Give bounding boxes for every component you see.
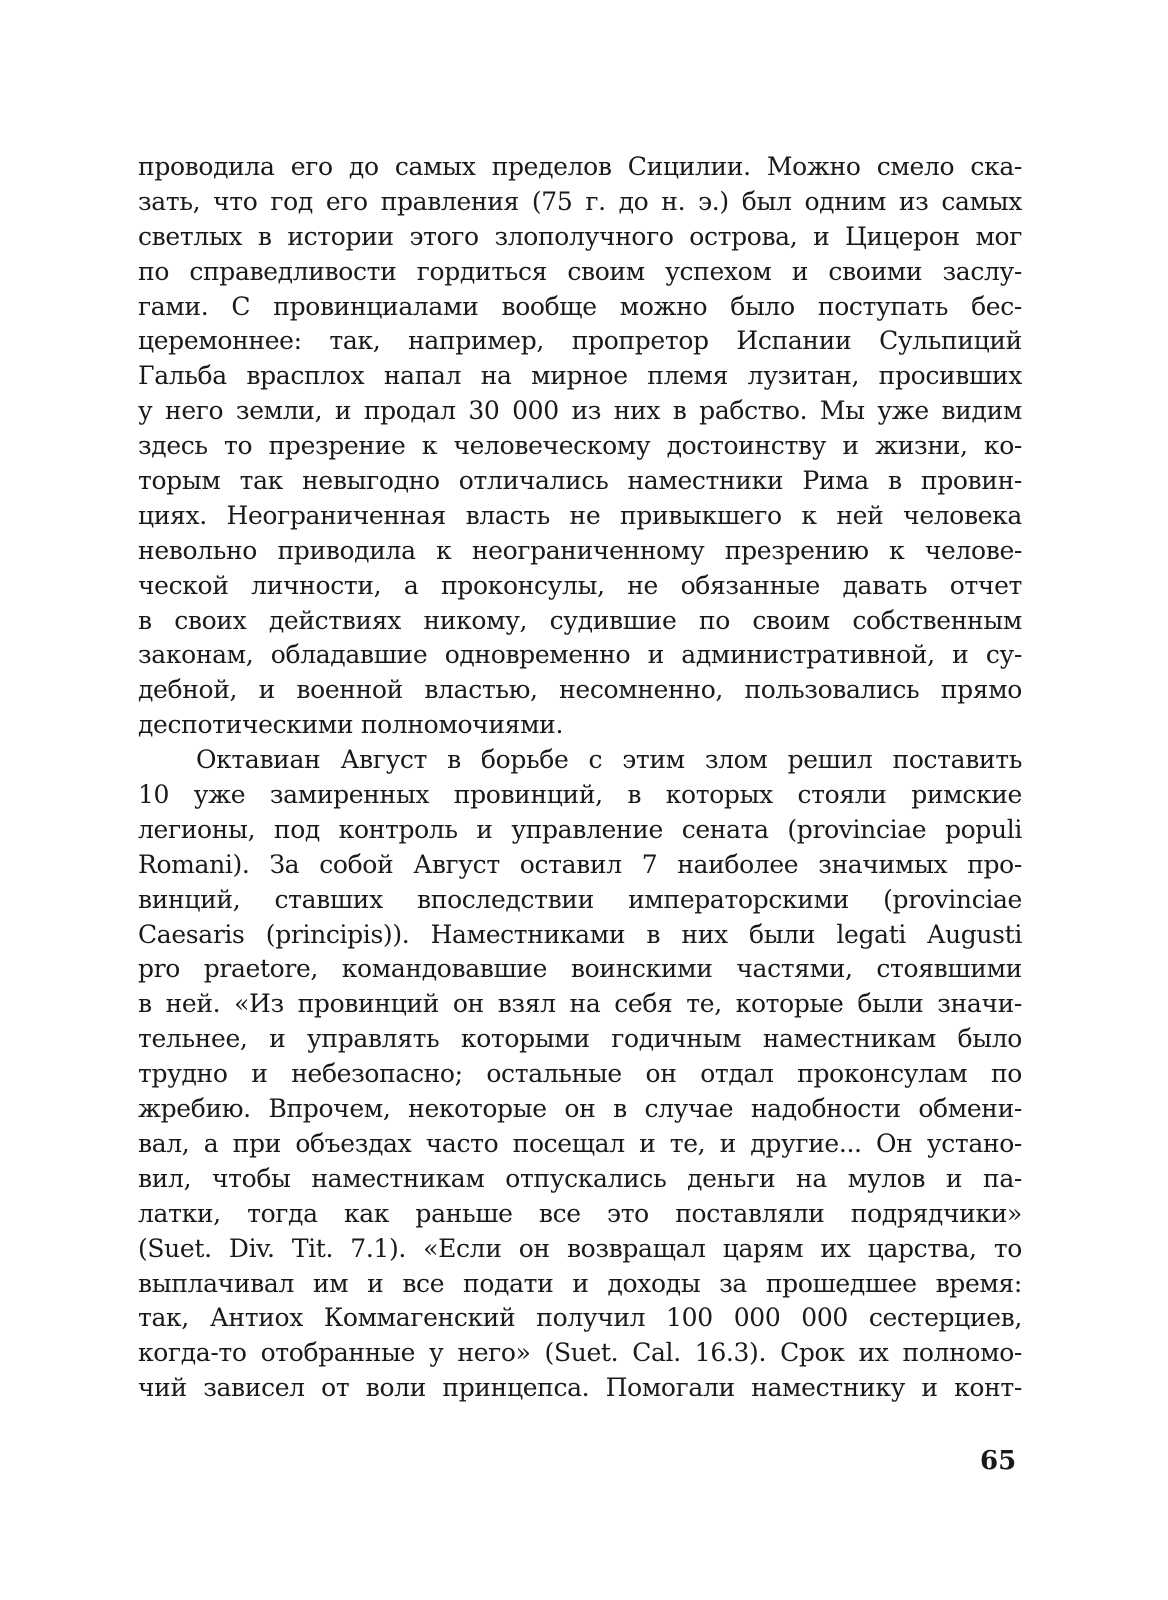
text-line: так, Антиох Коммагенский получил 100 000 000 сестерциев, — [138, 1303, 1022, 1333]
text-line: в своих действиях никому, судившие по своим собственным — [138, 605, 1022, 635]
text-line: у него земли, и продал 30 000 из них в рабство. Мы уже видим — [138, 396, 1022, 426]
text-line: тельнее, и управлять которыми годичным наместникам было — [138, 1024, 1022, 1054]
text-line: 10 уже замиренных провинций, в которых стояли римские — [138, 780, 1022, 810]
text-line: легионы, под контроль и управление сената (provinciae populi — [138, 814, 1022, 844]
text-line: Гальба врасплох напал на мирное племя лузитан, просивших — [138, 361, 1022, 391]
text-line: pro praetore, командовавшие воинскими частями, стоявшими — [138, 954, 1022, 984]
text-line: винций, ставших впоследствии императорскими (provinciae — [138, 884, 1022, 914]
text-line: дебной, и военной властью, несомненно, пользовались прямо — [138, 675, 1022, 705]
text-line: невольно приводила к неограниченному презрению к челове- — [138, 535, 1022, 565]
text-line: Caesaris (principis)). Наместниками в них были legati Augusti — [138, 919, 1022, 949]
text-line: вал, а при объездах часто посещал и те, и другие... Он устано- — [138, 1128, 1022, 1158]
page-number: 65 — [980, 1446, 1017, 1476]
body-text — [138, 150, 1022, 1406]
text-line: циях. Неограниченная власть не привыкшего к ней человека — [138, 500, 1022, 530]
text-line: когда-то отобранные у него» (Suet. Cal. 16.3). Срок их полномо- — [138, 1338, 1022, 1368]
text-line: зать, что год его правления (75 г. до н. э.) был одним из самых — [138, 186, 1022, 216]
text-line: законам, обладавшие одновременно и административной, и су- — [138, 640, 1022, 670]
text-line: (Suet. Div. Tit. 7.1). «Если он возвращал царям их царства, то — [138, 1233, 1022, 1263]
text-line: Октавиан Август в борьбе с этим злом решил поставить — [196, 745, 1022, 775]
text-line: в ней. «Из провинций он взял на себя те, которые были значи- — [138, 989, 1022, 1019]
paragraph — [138, 150, 1022, 743]
text-line: церемоннее: так, например, пропретор Испании Сульпиций — [138, 326, 1022, 356]
text-line: Romani). За собой Август оставил 7 наиболее значимых про- — [138, 849, 1022, 879]
text-line: проводила его до самых пределов Сицилии. Можно смело ска- — [138, 152, 1022, 181]
text-line: латки, тогда как раньше все это поставляли подрядчики» — [138, 1198, 1022, 1228]
text-line: торым так невыгодно отличались наместники Рима в провин- — [138, 466, 1022, 496]
text-line: по справедливости гордиться своим успехом и своими заслу- — [138, 256, 1022, 286]
text-line: деспотическими полномочиями. — [138, 710, 564, 740]
paragraph — [138, 743, 1022, 1406]
text-line: ческой личности, а проконсулы, не обязанные давать отчет — [138, 570, 1022, 600]
text-line: трудно и небезопасно; остальные он отдал проконсулам по — [138, 1059, 1022, 1089]
text-line: вил, чтобы наместникам отпускались деньги на мулов и па- — [138, 1163, 1022, 1193]
text-line: выплачивал им и все подати и доходы за прошедшее время: — [138, 1268, 1022, 1298]
text-line: чий зависел от воли принцепса. Помогали наместнику и конт- — [138, 1373, 1022, 1403]
text-line: светлых в истории этого злополучного острова, и Цицерон мог — [138, 221, 1022, 251]
text-line: здесь то презрение к человеческому достоинству и жизни, ко- — [138, 431, 1022, 461]
text-line: жребию. Впрочем, некоторые он в случае надобности обмени- — [138, 1094, 1022, 1124]
text-line: гами. С провинциалами вообще можно было поступать бес- — [138, 291, 1022, 321]
